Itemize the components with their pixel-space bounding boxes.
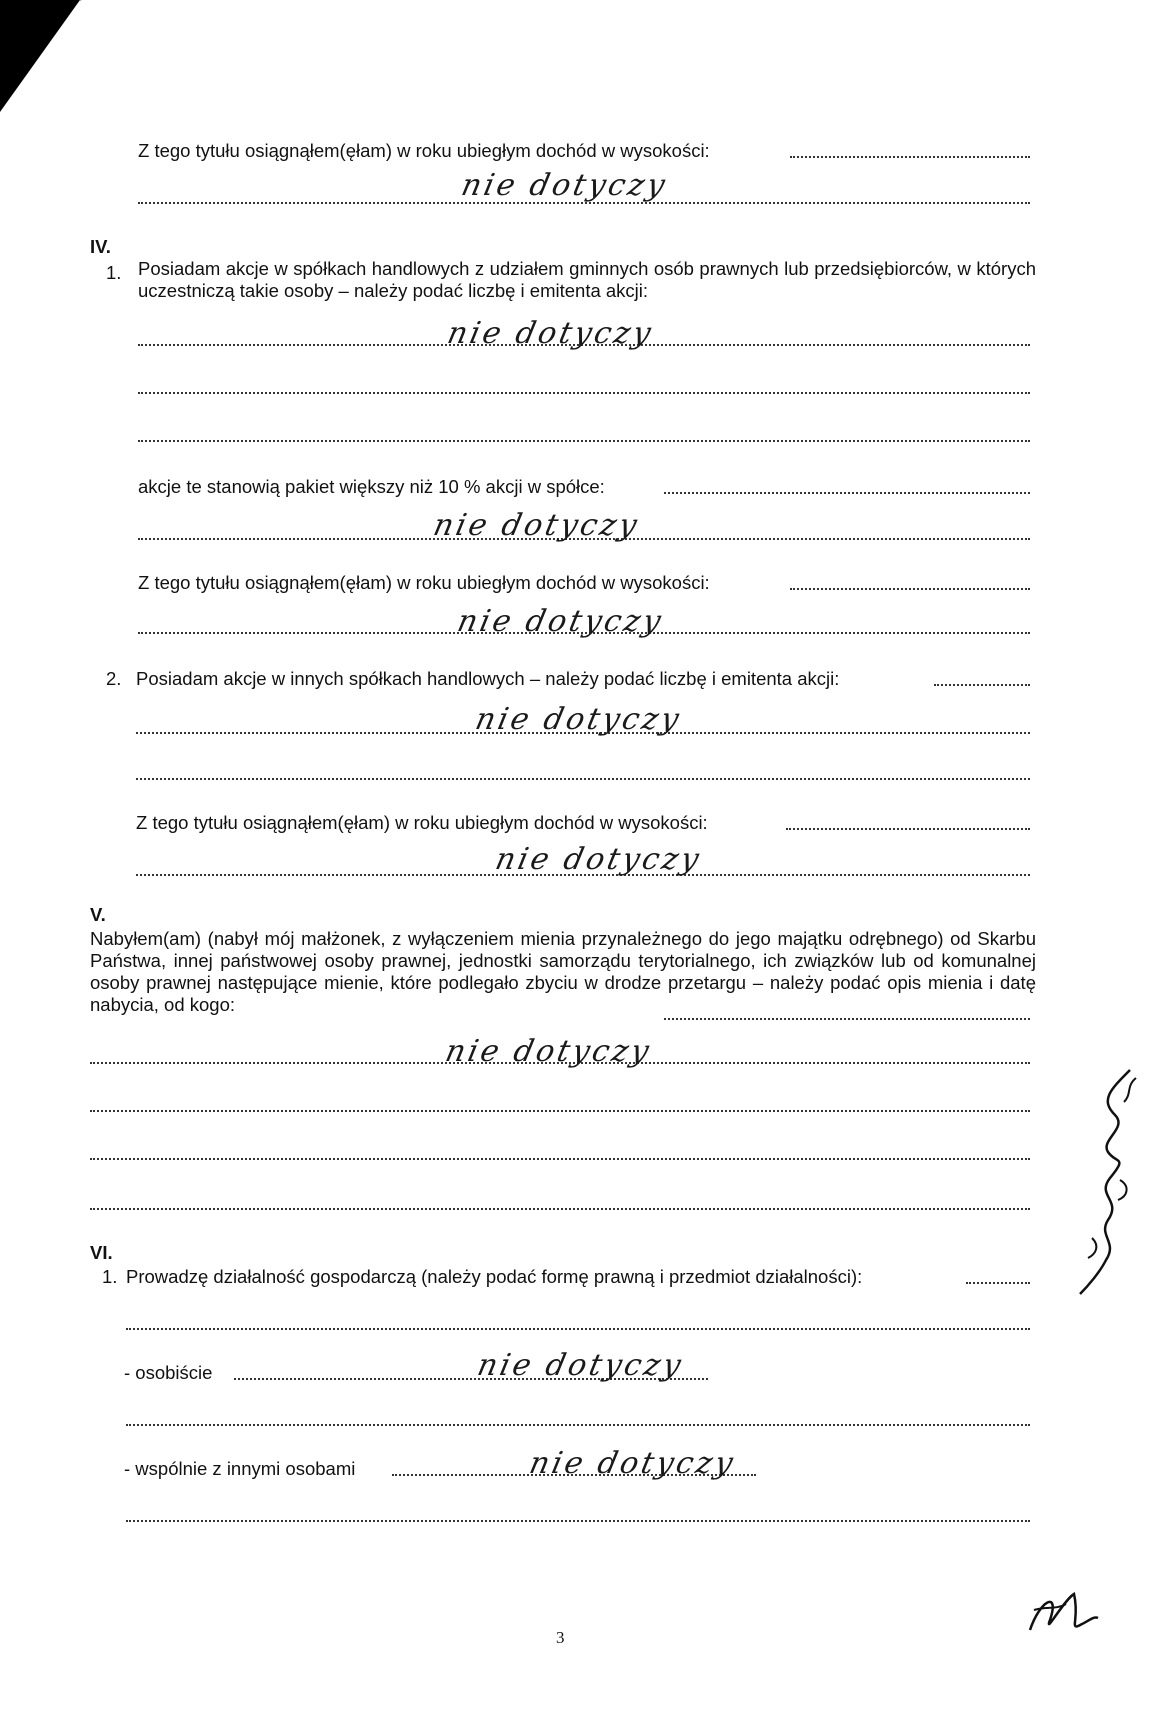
dotted-line <box>786 828 1030 830</box>
dotted-line <box>90 1110 1030 1112</box>
item-number: 1. <box>106 262 122 283</box>
dotted-line <box>126 1328 1030 1330</box>
signature-image <box>1070 1060 1150 1300</box>
section-v-text: Nabyłem(am) (nabył mój małżonek, z wyłączeniem mienia przynależnego do jego majątku odrębnego) od Skarbu Państwa, innej państwowej osoby prawnej, jednostki samorządu terytorialnego, ich związków lub od komunalnej osoby prawnej następujące mienie, które podlegało zbyciu w drodze przetargu – należy podać opis mienia i datę nabycia, od kogo: <box>90 928 1036 1015</box>
dotted-line <box>138 392 1030 394</box>
handwritten-answer: nie dotyczy <box>454 604 667 639</box>
dotted-line <box>966 1282 1030 1284</box>
dotted-line <box>934 684 1030 686</box>
section-v-heading: V. <box>90 904 106 925</box>
section-vi-item1-text: Prowadzę działalność gospodarczą (należy podać formę prawną i przedmiot działalności): <box>126 1266 863 1287</box>
section-vi-heading: VI. <box>90 1242 113 1263</box>
dotted-line <box>126 1424 1030 1426</box>
page-number: 3 <box>556 1628 565 1647</box>
handwritten-answer: nie dotyczy <box>472 702 685 737</box>
handwritten-answer: nie dotyczy <box>492 842 705 877</box>
dotted-line <box>126 1520 1030 1522</box>
dotted-line <box>90 1208 1030 1210</box>
handwritten-answer: nie dotyczy <box>444 316 657 351</box>
item-number: 1. <box>102 1266 118 1287</box>
handwritten-answer: nie dotyczy <box>526 1446 739 1481</box>
dotted-line <box>664 1018 1030 1020</box>
handwritten-answer: nie dotyczy <box>474 1348 687 1383</box>
section-iv-heading: IV. <box>90 236 111 257</box>
dotted-line <box>138 440 1030 442</box>
scan-corner-mark <box>0 0 92 118</box>
prev-income-label: Z tego tytułu osiągnąłem(ęłam) w roku ubiegłym dochód w wysokości: <box>138 140 710 161</box>
item2-income-label: Z tego tytułu osiągnąłem(ęłam) w roku ubiegłym dochód w wysokości: <box>136 812 708 833</box>
dotted-line <box>664 492 1030 494</box>
handwritten-answer: nie dotyczy <box>442 1034 655 1069</box>
section-iv-item2-text: Posiadam akcje w innych spółkach handlowych – należy podać liczbę i emitenta akcji: <box>136 668 840 689</box>
initials-image <box>1020 1580 1100 1640</box>
handwritten-answer: nie dotyczy <box>458 168 671 203</box>
dotted-line <box>790 588 1030 590</box>
item-number: 2. <box>106 668 122 689</box>
income-label: Z tego tytułu osiągnąłem(ęłam) w roku ubiegłym dochód w wysokości: <box>138 572 710 593</box>
section-iv-item1-text: Posiadam akcje w spółkach handlowych z udziałem gminnych osób prawnych lub przedsiębiorców, w których uczestniczą takie osoby – należy podać liczbę i emitenta akcji: <box>138 258 1036 301</box>
dotted-line <box>790 156 1030 158</box>
package-label: akcje te stanowią pakiet większy niż 10 % akcji w spółce: <box>138 476 605 497</box>
dotted-line <box>136 778 1030 780</box>
personal-label: - osobiście <box>124 1362 213 1383</box>
joint-label: - wspólnie z innymi osobami <box>124 1458 356 1479</box>
handwritten-answer: nie dotyczy <box>430 508 643 543</box>
dotted-line <box>90 1158 1030 1160</box>
